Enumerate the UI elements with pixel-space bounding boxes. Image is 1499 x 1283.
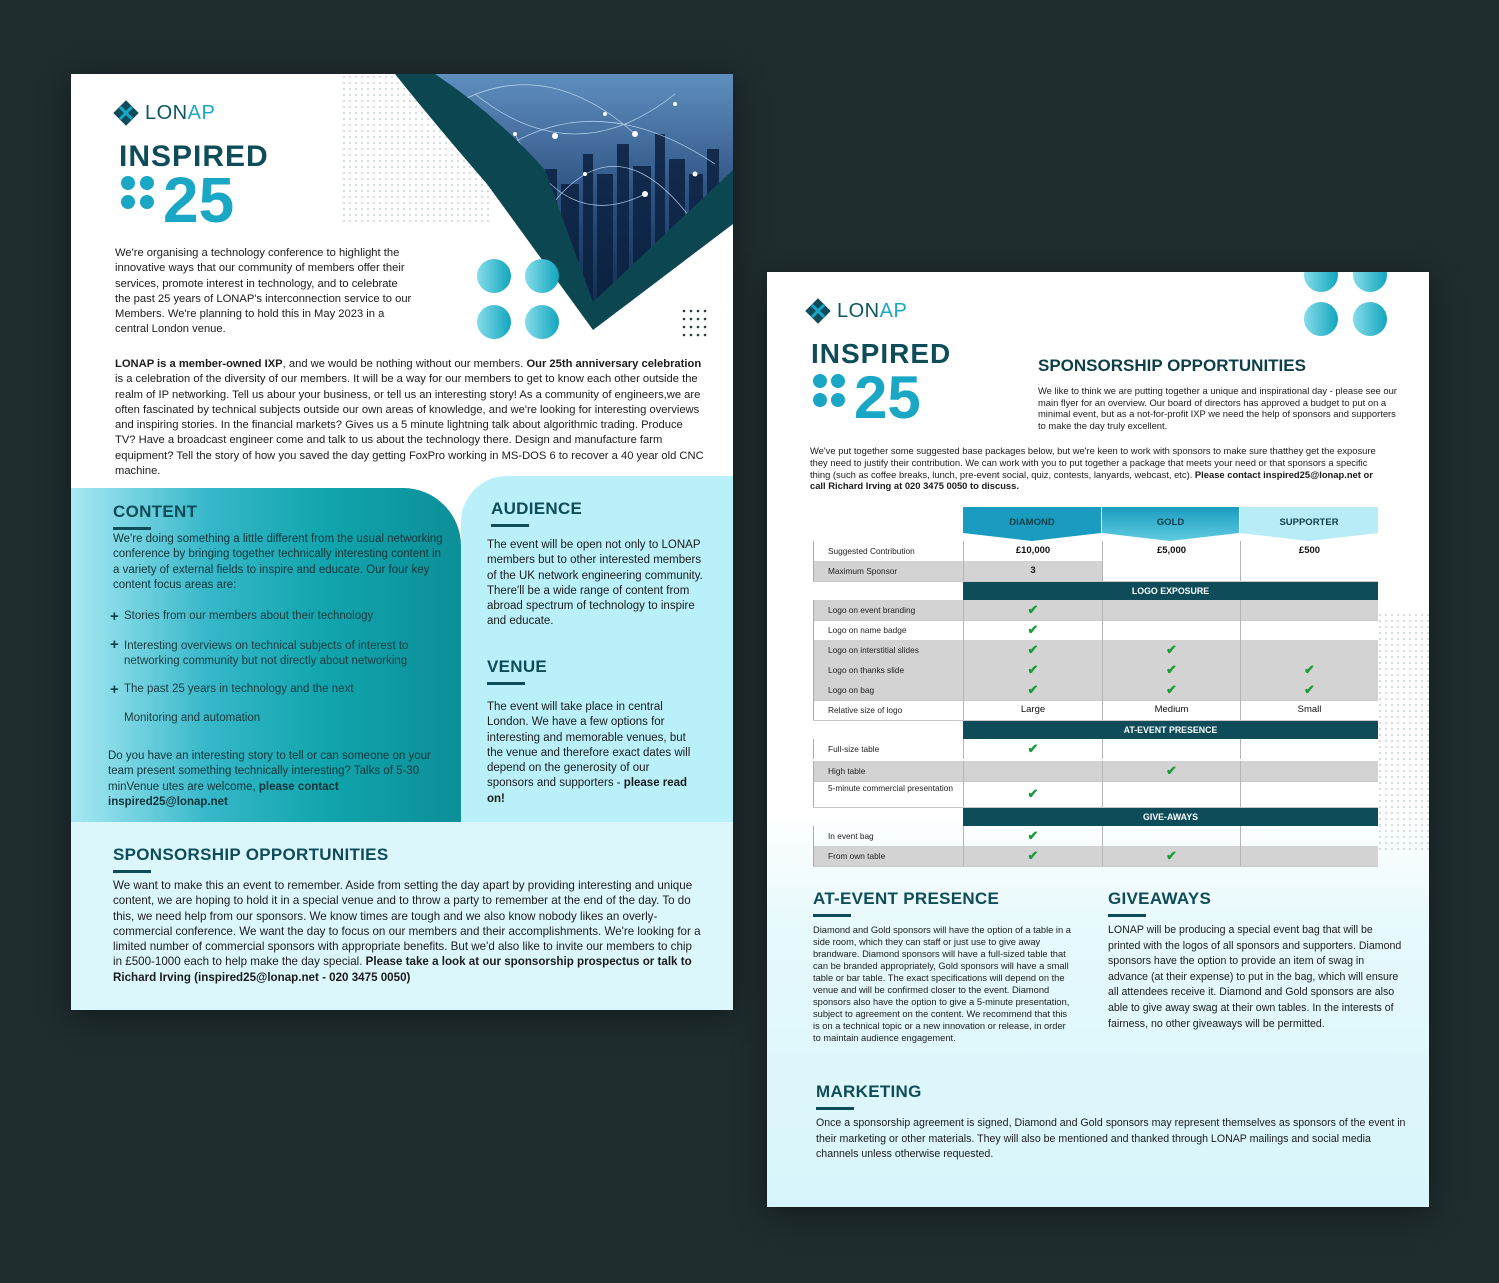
check-icon: ✔ [1166,642,1177,657]
row-label: Logo on thanks slide [813,660,963,680]
section-logo-exposure: LOGO EXPOSURE [963,582,1378,600]
marketing-text: Once a sponsorship agreement is signed, Diamond and Gold sponsors may represent themselves as sponsors of the event in their marketing or other materials. They will also be mentioned and thanked through LONAP mailings and social media channels unless otherwise requested. [816,1117,1406,1161]
check-icon: ✔ [1027,828,1039,843]
venue-heading: VENUE [487,657,547,685]
cell [963,781,1102,807]
cell [1240,826,1378,846]
tier-header-diamond: DIAMOND [963,507,1101,549]
cell [1102,739,1240,759]
inspired-title: INSPIRED [811,338,952,369]
cell [1240,761,1378,781]
cell [1102,680,1240,700]
contribution-supporter: £500 [1240,541,1378,561]
cell [1102,620,1240,640]
check-icon: ✔ [1304,682,1315,697]
cell [1240,781,1378,807]
cell [1240,660,1378,680]
check-icon: ✔ [1166,662,1177,677]
cell [1102,761,1240,781]
cell [963,680,1102,700]
lonap-logo [113,100,215,126]
check-icon: ✔ [1304,662,1315,677]
giveaways-heading: GIVEAWAYS [1108,889,1211,917]
tier-header-gold: GOLD [1102,507,1239,549]
audience-text: The event will be open not only to LONAP members but to other interested members of the UK network engineering community. There'll be a wide range of content from abroad spectrum of technology to inspire and educate. [487,539,703,628]
row-label: Logo on bag [813,680,963,700]
decorative-circles [476,258,566,342]
content-bullet: + Stories from our members about their technology [110,608,374,625]
row-label: 5-minute commercial presentation [813,781,963,807]
table-row [813,561,1378,582]
lonap-logo [805,298,907,324]
at-event-text: Diamond and Gold sponsors will have the option of a table in a side room, which they can staff or just use to give away brandware. Diamond sponsors will have a full-sized table that can be branded appropriately, Gold sponsors will have a small table or bar table. The exact specifications will depend on the venue and will be confirmed closer to the event. Diamond sponsors also have the option to give a 5-minute presentation, subject to agreement on the content. We recommend that this is on a technical topic or a new innovation or release, in order to maintain audience engagement. [813,925,1071,1043]
content-bullet: + The past 25 years in technology and the next [110,681,354,698]
halftone-pattern [1377,612,1429,852]
table-row [813,739,1378,762]
sponsorship-heading: SPONSORSHIP OPPORTUNITIES [113,845,388,873]
inspired-number: 25 [854,364,921,431]
cell [1240,600,1378,620]
sponsorship-prospectus-page [767,272,1429,1207]
cell [963,620,1102,640]
check-icon: ✔ [1027,682,1039,697]
check-icon: ✔ [1027,662,1039,677]
table-row [813,761,1378,782]
check-icon: ✔ [1027,741,1039,756]
row-label: Logo on interstitial slides [813,640,963,660]
table-row [813,600,1378,621]
max-diamond: 3 [963,561,1102,581]
cell [1240,640,1378,660]
giveaways-text: LONAP will be producing a special event bag that will be printed with the logos of all sponsors and supporters. Diamond sponsors have the option to provide an item of swag in advance (at their expense) to put in the bag, which will ensure all attendees receive it. Diamond and Gold sponsors are also able to give away swag at their own tables. In the interests of fairness, no other giveaways will be permitted. [1108,924,1402,1030]
logo-wordmark: LONAP [145,101,216,124]
cell [1102,846,1240,866]
content-bullet: Monitoring and automation [124,712,261,724]
row-label: Logo on name badge [813,620,963,640]
logo-size-diamond: Large [963,700,1102,720]
members-paragraph: LONAP is a member-owned IXP, and we would be nothing without our members. Our 25th anniversary celebration is a celebration of the diversity of our members. It will be a way for our members to get to know each other outside the realm of IP networking. Tell us abour your business, or tell us an interesting story! As a community of engineers,we are often fascinated by technical subjects outside our own areas of knowledge, and we're looking for interesting overviews and inspiring stories. In the financial markets? Gives us a 5 minute lightning talk about algorithmic trading. Produce TV? Have a broadcast engineer come and talk to us about the technology there. Design and manufacture farm equipment? Tell the story of how you saved the day getting FoxPro working in MS-DOS 6 to recover a 40 year old CNC machine. [115,358,704,478]
cell [963,640,1102,660]
max-supporter [1240,561,1378,581]
lonap-logo-icon [113,100,139,126]
cell [963,826,1102,846]
cell [1102,660,1240,680]
max-gold [1102,561,1240,581]
content-heading: CONTENT [113,502,197,530]
inspired-title: INSPIRED [119,140,269,173]
check-icon: ✔ [1027,848,1039,863]
content-bullet: + Interesting overviews on technical subjects of interest to networking community but not directly about networking [110,636,409,667]
table-row [813,640,1378,661]
cell [1240,680,1378,700]
row-label: Relative size of logo [813,700,963,720]
row-label: In event bag [813,826,963,846]
marketing-heading: MARKETING [816,1082,922,1110]
check-icon: ✔ [1166,763,1177,778]
cell [963,846,1102,866]
logo-size-supporter: Small [1240,700,1378,720]
contribution-diamond: £10,000 [963,541,1102,561]
at-event-heading: AT-EVENT PRESENCE [813,889,999,917]
row-label: Maximum Sponsor [813,561,963,581]
audience-heading: AUDIENCE [491,499,582,527]
table-row [813,781,1378,808]
sponsorship-text: We want to make this an event to remember. Aside from setting the day apart by providing interesting and unique content, we are hoping to hold it in a special venue and to throw a party to remember at the end of the day. To do this, we need help from our sponsors. We know times are tough and we also know nobody likes an overly-commercial conference. We want the day to focus on our members and their accomplishments. We're looking for a limited number of commercial sponsors with appropriate benefits. But we'd also like to invite our members to chip in £500-1000 each to help make the day special. Please take a look at our sponsorship prospectus or talk to Richard Irving (inspired25@lonap.net - 020 3475 0050) [113,879,701,984]
cell [963,761,1102,781]
cell [963,739,1102,759]
table-row [813,846,1378,867]
cell [1240,620,1378,640]
table-row [813,680,1378,701]
row-label: High table [813,761,963,781]
decorative-circles [1303,272,1393,338]
sponsorship-heading: SPONSORSHIP OPPORTUNITIES [1038,356,1306,375]
intro-paragraph: We're organising a technology conference to highlight the innovative ways that our community of members offer their services, promote interest in technology, and to celebrate the past 25 years of LONAP's interconnection service to our Members. We're planning to hold this in May 2023 in a central London venue. [115,247,412,336]
flyer-page-main [71,74,733,1010]
content-text: We're doing something a little different from the usual networking conference by bringing together technically interesting content in a variety of external fields to inspire and educate. Our four key content focus areas are: [113,533,443,591]
tier-header-supporter: SUPPORTER [1240,507,1378,549]
row-label: Suggested Contribution [813,541,963,561]
cell [1102,826,1240,846]
contribution-gold: £5,000 [1102,541,1240,561]
table-row [813,660,1378,681]
check-icon: ✔ [1027,622,1039,637]
check-icon: ✔ [1027,786,1039,801]
cell [1240,846,1378,866]
venue-text: The event will take place in central London. We have a few options for interesting and memorable venues, but the venue and therefore exact dates will depend on the generosity of our sponsors and supporters - please read on! [487,701,691,805]
cell [1102,640,1240,660]
logo-wordmark: LONAP [837,299,908,322]
cell [963,660,1102,680]
dot-grid-decoration [681,308,711,348]
table-row [813,826,1378,847]
logo-dots [813,374,844,407]
lonap-logo-icon [805,298,831,324]
check-icon: ✔ [1027,642,1039,657]
logo-dots [121,176,154,209]
cell [1102,781,1240,807]
sponsorship-intro: We like to think we are putting together a unique and inspirational day - please see our main flyer for an overview. Our board of directors has approved a budget to put on a minimal event, but as a not-for-profit IXP we need the help of sponsors and supporters to make the day truly excellent. [1038,385,1397,431]
section-at-event-presence: AT-EVENT PRESENCE [963,721,1378,739]
content-closing: Do you have an interesting story to tell or can someone on your team present something technically interesting? Talks of 5-30 minVenue utes are welcome, please contact inspired25@lonap.net [108,750,431,808]
inspired-number: 25 [163,164,235,236]
section-give-aways: GIVE-AWAYS [963,808,1378,826]
row-label: From own table [813,846,963,866]
table-row [813,541,1378,562]
cell [1102,600,1240,620]
row-label: Logo on event branding [813,600,963,620]
table-row [813,620,1378,641]
logo-size-gold: Medium [1102,700,1240,720]
check-icon: ✔ [1166,848,1177,863]
check-icon: ✔ [1027,602,1039,617]
check-icon: ✔ [1166,682,1177,697]
table-row [813,700,1378,721]
cell [963,600,1102,620]
row-label: Full-size table [813,739,963,759]
cell [1240,739,1378,759]
packages-text: We've put together some suggested base packages below, but we're keen to work with sponsors to make sure thatthey get the exposure they need to justify their contribution. We can work with you to put together a package that meets your need or that sponsors a specific thing (such as coffee breaks, lunch, pre-event social, quiz, contests, lanyards, webcast, etc). Please contact inspired25@lonap.net or call Richard Irving at 020 3475 0050 to discuss. [810,445,1376,492]
